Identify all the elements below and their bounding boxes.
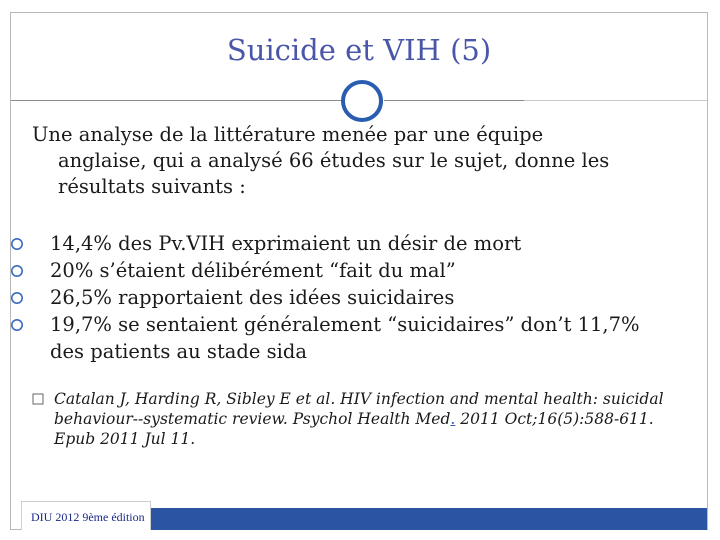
title-rule-right-faint	[524, 100, 707, 101]
results-list	[50, 230, 700, 365]
circle-outline-icon	[10, 230, 24, 258]
list-item	[50, 230, 700, 257]
reference-line: Epub 2011 Jul 11.	[54, 430, 196, 448]
list-item-line: 19,7% se sentaient généralement “suicidaires” don’t 11,7%	[50, 313, 640, 336]
slide-title: Suicide et VIH (5)	[226, 33, 492, 67]
reference-citation	[32, 389, 702, 449]
circle-outline-icon	[10, 284, 24, 312]
list-item-text	[50, 311, 640, 365]
intro-line: résultats suivants :	[58, 175, 246, 198]
footer-bar	[151, 508, 707, 530]
reference-link[interactable]: .	[450, 410, 456, 428]
box-icon	[32, 389, 44, 410]
list-item-text: 26,5% rapportaient des idées suicidaires	[50, 286, 455, 309]
reference-line: Catalan J, Harding R, Sibley E et al. HIV infection and mental health: suicidal	[54, 390, 664, 408]
footer-label: DIU 2012 9ème édition	[31, 510, 145, 524]
reference-segment: 2011 Oct;16(5):588-611.	[455, 410, 654, 428]
title-rule-left	[11, 100, 341, 101]
title-rule-right	[384, 100, 524, 101]
circle-outline-icon	[10, 257, 24, 285]
reference-line	[54, 409, 702, 429]
reference-segment: behaviour--systematic review. Psychol Health Med	[54, 410, 451, 428]
list-item-text: 20% s’étaient délibérément “fait du mal”	[50, 259, 456, 282]
intro-paragraph	[32, 122, 682, 200]
list-item-text: 14,4% des Pv.VIH exprimaient un désir de mort	[50, 232, 522, 255]
list-item	[50, 284, 700, 311]
list-item	[50, 311, 700, 365]
list-item-line: des patients au stade sida	[50, 340, 307, 363]
intro-line: anglaise, qui a analysé 66 études sur le sujet, donne les	[58, 149, 610, 172]
ring-icon	[341, 80, 383, 122]
intro-line: Une analyse de la littérature menée par une équipe	[32, 123, 544, 146]
list-item	[50, 257, 700, 284]
circle-outline-icon	[10, 311, 24, 339]
reference-text	[32, 389, 702, 449]
